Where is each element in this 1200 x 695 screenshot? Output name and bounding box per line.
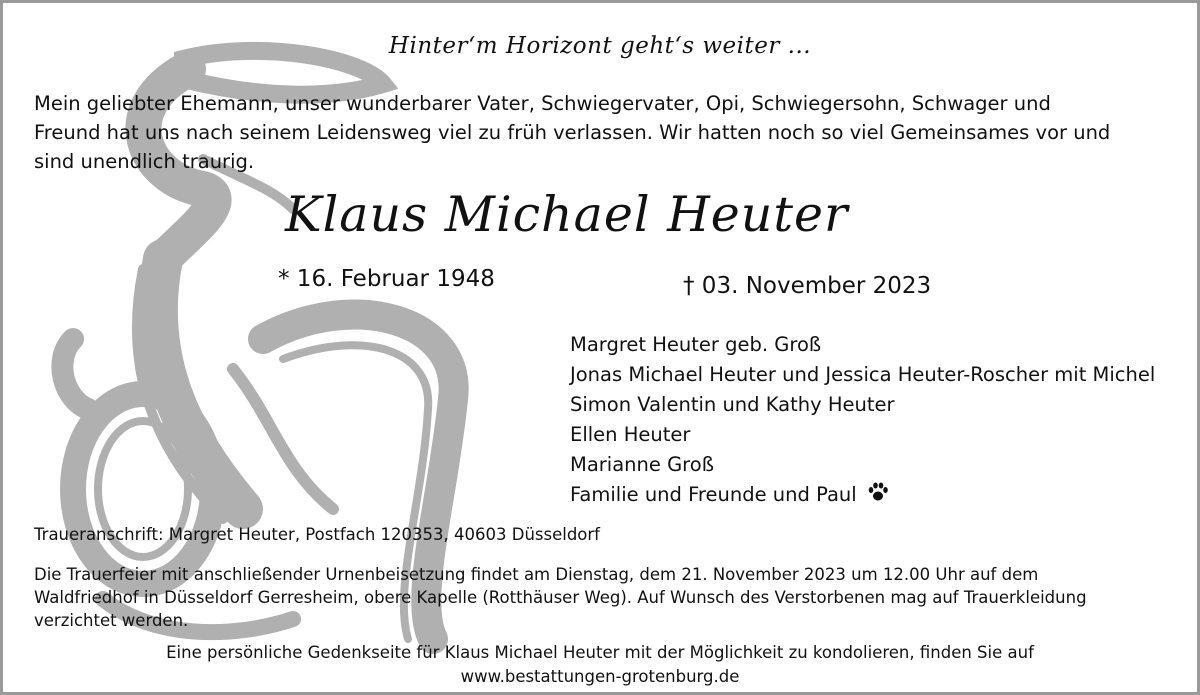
service-line: Waldfriedhof in Düsseldorf Gerresheim, obere Kapelle (Rotthäuser Weg). Auf Wunsch des Verstorbenen mag auf Trauerkleidung bbox=[34, 588, 1087, 607]
deceased-name: Klaus Michael Heuter bbox=[285, 186, 849, 243]
intro-line: sind unendlich traurig. bbox=[34, 150, 255, 173]
motto: Hinter‘m Horizont geht‘s weiter ... bbox=[388, 33, 812, 59]
intro-line: Freund hat uns nach seinem Leidensweg viel zu früh verlassen. Wir hatten noch so viel Gemeinsames vor und bbox=[34, 121, 1111, 144]
birth-date: * 16. Februar 1948 bbox=[278, 266, 495, 292]
funeral-service-info bbox=[34, 563, 1174, 632]
service-line: Die Trauerfeier mit anschließender Urnenbeisetzung findet am Dienstag, dem 21. November 2023 um 12.00 Uhr auf dem bbox=[34, 565, 1039, 584]
mourner-name: Marianne Groß bbox=[570, 453, 714, 476]
service-line: verzichtet werden. bbox=[34, 611, 189, 630]
mourner-name: Jonas Michael Heuter und Jessica Heuter-Roscher mit Michel bbox=[570, 363, 1156, 386]
death-date: † 03. November 2023 bbox=[683, 273, 932, 299]
mourner-name: Margret Heuter geb. Groß bbox=[570, 333, 822, 356]
mourner-line-with-paw bbox=[570, 480, 1155, 511]
intro-line: Mein geliebter Ehemann, unser wunderbarer Vater, Schwiegervater, Opi, Schwiegersohn, Schwager und bbox=[34, 92, 1051, 115]
memorial-page-info bbox=[3, 641, 1197, 689]
memorial-link[interactable]: www.bestattungen-grotenburg.de bbox=[460, 667, 740, 686]
mourner-name: Ellen Heuter bbox=[570, 423, 691, 446]
mourner-name: Familie und Freunde und Paul bbox=[570, 483, 857, 506]
paw-print-icon bbox=[867, 481, 889, 511]
mourner-name: Simon Valentin und Kathy Heuter bbox=[570, 393, 895, 416]
memorial-line: Eine persönliche Gedenkseite für Klaus Michael Heuter mit der Möglichkeit zu kondolieren, finden Sie auf bbox=[166, 643, 1034, 662]
intro-text bbox=[34, 89, 1164, 176]
mourning-address: Traueranschrift: Margret Heuter, Postfach 120353, 40603 Düsseldorf bbox=[34, 525, 600, 544]
mourners-list bbox=[570, 330, 1155, 511]
